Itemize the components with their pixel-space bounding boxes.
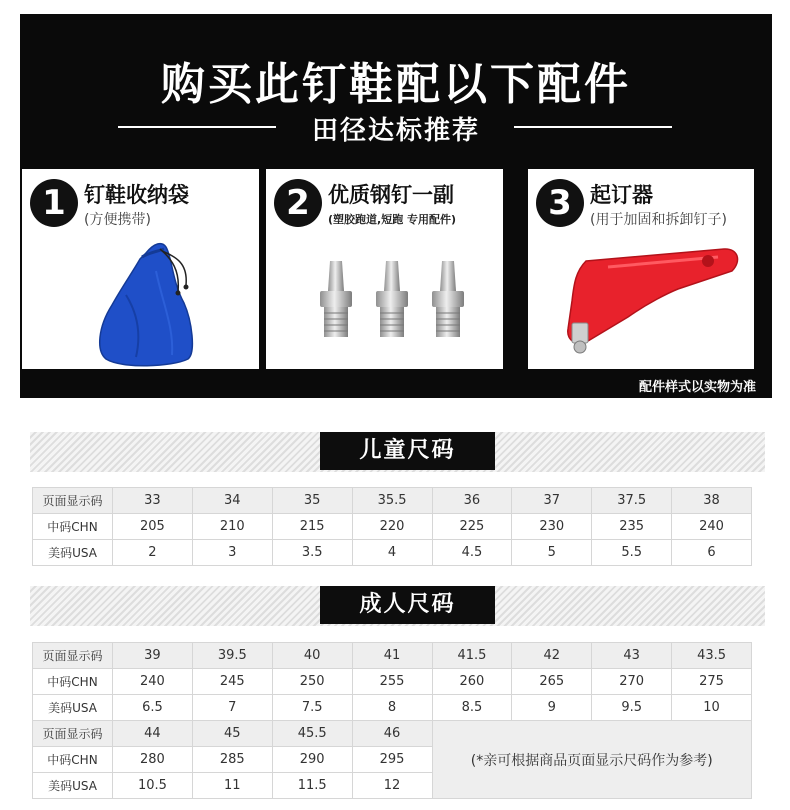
- table-cell: 215: [272, 514, 352, 540]
- size-reference-note: (*亲可根据商品页面显示尺码作为参考): [432, 721, 752, 799]
- accessories-banner: [20, 14, 772, 398]
- table-cell: 230: [512, 514, 592, 540]
- table-row: [33, 669, 752, 695]
- table-cell: 12: [352, 773, 432, 799]
- accessory-subtitle: (塑胶跑道,短跑 专用配件): [328, 213, 457, 226]
- table-cell: 44: [113, 721, 193, 747]
- banner-note: 配件样式以实物为准: [638, 380, 756, 395]
- table-cell: 5.5: [592, 540, 672, 566]
- accessory-title: 优质钢钉一副: [328, 183, 454, 207]
- table-cell: 7.5: [272, 695, 352, 721]
- table-cell: 43.5: [672, 643, 752, 669]
- table-cell: 205: [113, 514, 193, 540]
- table-cell: 45.5: [272, 721, 352, 747]
- table-cell: 34: [192, 488, 272, 514]
- table-cell: 250: [272, 669, 352, 695]
- table-cell: 260: [432, 669, 512, 695]
- table-cell: 235: [592, 514, 672, 540]
- table-row: [33, 643, 752, 669]
- table-cell: 210: [192, 514, 272, 540]
- banner-divider-right: [514, 126, 672, 128]
- table-row: [33, 721, 752, 747]
- table-cell: 38: [672, 488, 752, 514]
- accessory-card-bag: [22, 169, 259, 369]
- table-row: [33, 514, 752, 540]
- kids-size-heading: 儿童尺码: [320, 432, 495, 470]
- accessory-number: 1: [30, 179, 78, 227]
- table-cell: 3: [192, 540, 272, 566]
- row-label: 美码USA: [33, 695, 113, 721]
- table-cell: 240: [113, 669, 193, 695]
- table-cell: 10: [672, 695, 752, 721]
- table-cell: 8.5: [432, 695, 512, 721]
- banner-title: 购买此钉鞋配以下配件: [161, 59, 631, 110]
- kids-size-header: [30, 432, 765, 472]
- banner-subtitle: 田径达标推荐: [311, 116, 480, 146]
- table-cell: 8: [352, 695, 432, 721]
- table-cell: 3.5: [272, 540, 352, 566]
- accessory-number: 2: [274, 179, 322, 227]
- table-cell: 42: [512, 643, 592, 669]
- table-cell: 4: [352, 540, 432, 566]
- row-label: 中码CHN: [33, 747, 113, 773]
- table-cell: 45: [192, 721, 272, 747]
- table-cell: 7: [192, 695, 272, 721]
- table-cell: 6.5: [113, 695, 193, 721]
- table-cell: 10.5: [113, 773, 193, 799]
- table-cell: 290: [272, 747, 352, 773]
- table-cell: 280: [113, 747, 193, 773]
- adult-size-header: [30, 586, 765, 626]
- table-cell: 43: [592, 643, 672, 669]
- row-label: 美码USA: [33, 773, 113, 799]
- table-cell: 255: [352, 669, 432, 695]
- table-cell: 11: [192, 773, 272, 799]
- adult-size-heading: 成人尺码: [320, 586, 495, 624]
- table-cell: 9: [512, 695, 592, 721]
- table-cell: 6: [672, 540, 752, 566]
- table-cell: 41: [352, 643, 432, 669]
- table-cell: 11.5: [272, 773, 352, 799]
- table-cell: 35.5: [352, 488, 432, 514]
- row-label: 中码CHN: [33, 514, 113, 540]
- table-cell: 275: [672, 669, 752, 695]
- table-row: [33, 695, 752, 721]
- table-cell: 2: [113, 540, 193, 566]
- row-label: 中码CHN: [33, 669, 113, 695]
- table-cell: 240: [672, 514, 752, 540]
- table-cell: 220: [352, 514, 432, 540]
- table-cell: 295: [352, 747, 432, 773]
- table-cell: 225: [432, 514, 512, 540]
- table-cell: 36: [432, 488, 512, 514]
- table-cell: 245: [192, 669, 272, 695]
- table-cell: 37.5: [592, 488, 672, 514]
- table-cell: 35: [272, 488, 352, 514]
- row-label: 页面显示码: [33, 721, 113, 747]
- table-cell: 4.5: [432, 540, 512, 566]
- table-cell: 9.5: [592, 695, 672, 721]
- table-cell: 270: [592, 669, 672, 695]
- table-cell: 46: [352, 721, 432, 747]
- table-cell: 265: [512, 669, 592, 695]
- row-label: 页面显示码: [33, 488, 113, 514]
- drawstring-bag-icon: [22, 231, 259, 369]
- accessory-title: 钉鞋收纳袋: [84, 183, 189, 207]
- table-cell: 39.5: [192, 643, 272, 669]
- table-cell: 37: [512, 488, 592, 514]
- spike-wrench-icon: [528, 231, 754, 369]
- accessory-card-spikes: [266, 169, 503, 369]
- table-cell: 33: [113, 488, 193, 514]
- table-cell: 41.5: [432, 643, 512, 669]
- table-cell: 39: [113, 643, 193, 669]
- table-row: [33, 540, 752, 566]
- accessory-subtitle: (用于加固和拆卸钉子): [590, 212, 727, 228]
- row-label: 页面显示码: [33, 643, 113, 669]
- adult-size-table: [32, 642, 752, 799]
- accessory-subtitle: (方便携带): [84, 212, 151, 228]
- table-cell: 40: [272, 643, 352, 669]
- table-cell: 285: [192, 747, 272, 773]
- accessory-title: 起订器: [590, 183, 653, 207]
- table-row: [33, 488, 752, 514]
- accessory-card-wrench: [528, 169, 754, 369]
- table-cell: 5: [512, 540, 592, 566]
- spike-icon: [266, 231, 503, 369]
- row-label: 美码USA: [33, 540, 113, 566]
- kids-size-table: [32, 487, 752, 566]
- accessory-number: 3: [536, 179, 584, 227]
